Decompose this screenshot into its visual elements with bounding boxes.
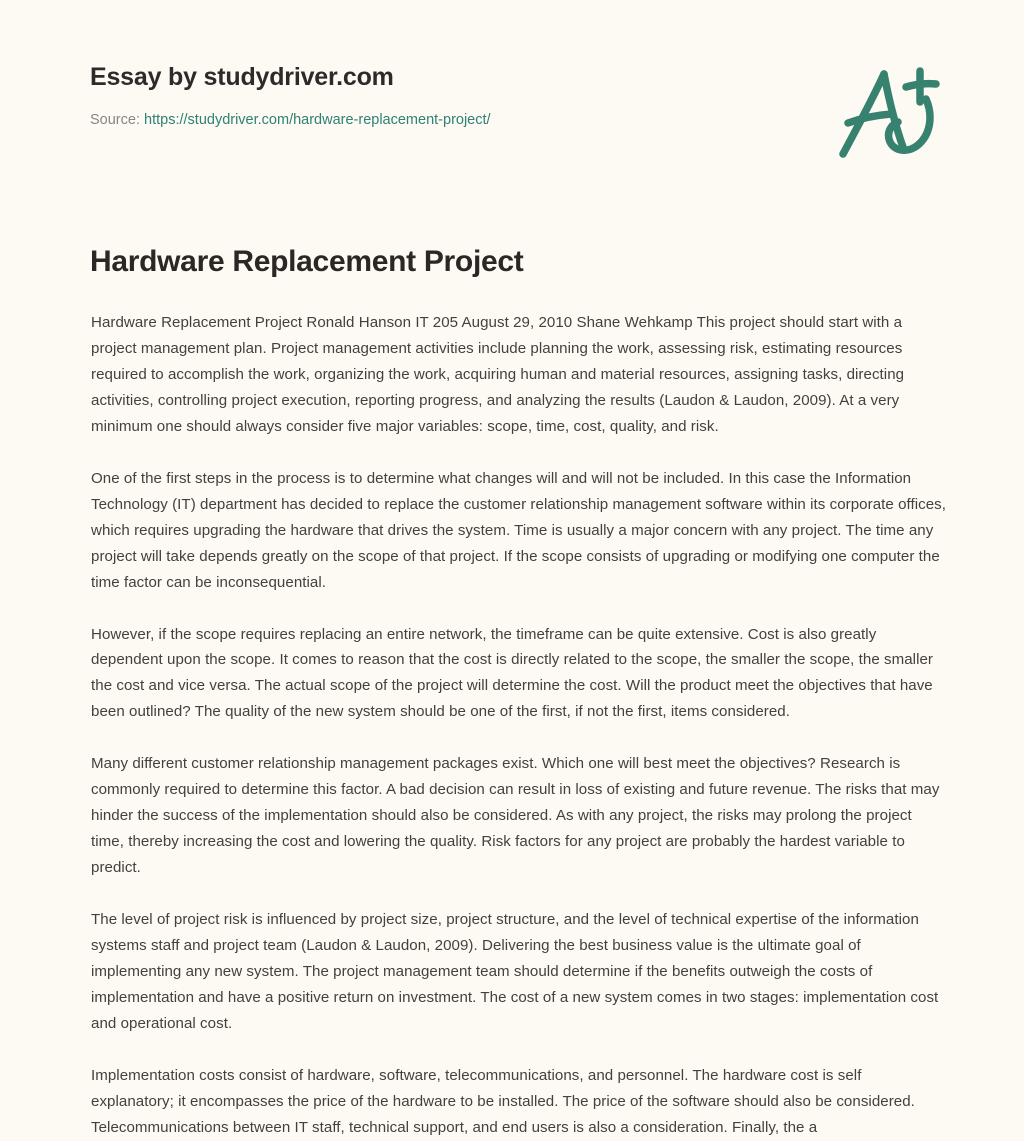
paragraph: Many different customer relationship management packages exist. Which one will best meet the objectives? Research is commonly required to determine this factor. A bad decision can result in loss of existing and future revenue. The risks that may hinder the success of the implementation should also be considered. As with any project, the risks may prolong the project time, thereby increasing the cost and lowering the quality. Risk factors for any project are probably the hardest variable to predict. (91, 755, 940, 877)
source-line (90, 92, 950, 130)
paragraph: The level of project risk is influenced by project size, project structure, and the level of technical expertise of the information systems staff and project team (Laudon & Laudon, 2009). Delivering the best business value is the ultimate goal of implementing any new system. The project management team should determine if the benefits outweigh the costs of implementation and have a positive return on investment. The cost of a new system comes in two stages: implementation cost and operational cost. (91, 911, 939, 1032)
paragraph: Hardware Replacement Project Ronald Hanson IT 205 August 29, 2010 Shane Wehkamp This project should start with a project management plan. Project management activities include planning the work, assessing risk, estimating resources required to accomplish the work, organizing the work, acquiring human and material resources, assigning tasks, directing activities, controlling project execution, reporting progress, and analyzing the results (Laudon & Laudon, 2009). At a very minimum one should always consider five major variables: scope, time, cost, quality, and risk. (91, 314, 905, 435)
paragraph: However, if the scope requires replacing an entire network, the timeframe can be quite extensive. Cost is also greatly dependent upon the scope. It comes to reason that the cost is directly related to the scope, the smaller the scope, the smaller the cost and vice versa. The actual scope of the project will determine the cost. Will the product meet the objectives that have been outlined? The quality of the new system should be one of the first, if not the first, items considered. (91, 625, 934, 721)
page-title: Hardware Replacement Project (90, 245, 524, 278)
source-label: Source: (90, 112, 140, 128)
essay-body (91, 310, 946, 1141)
source-url-link[interactable]: https://studydriver.com/hardware-replacement-project/ (144, 112, 491, 128)
brand-title: Essay by studydriver.com (90, 63, 394, 91)
paragraph: Implementation costs consist of hardware, software, telecommunications, and personnel. The hardware cost is self explanatory; it encompasses the price of the hardware to be installed. The price of the software should also be considered. Telecommunications between IT staff, technical support, and end users is also a consideration. Finally, the a (91, 1066, 915, 1136)
page-header (90, 62, 950, 172)
studydriver-logo[interactable] (830, 62, 950, 166)
paragraph: One of the first steps in the process is to determine what changes will and will not be included. In this case the Information Technology (IT) department has decided to replace the customer relationship management software within its corporate offices, which requires upgrading the hardware that drives the system. Time is usually a major concern with any project. The time any project will take depends greatly on the scope of that project. If the scope consists of upgrading or modifying one computer the time factor can be inconsequential. (91, 469, 947, 591)
